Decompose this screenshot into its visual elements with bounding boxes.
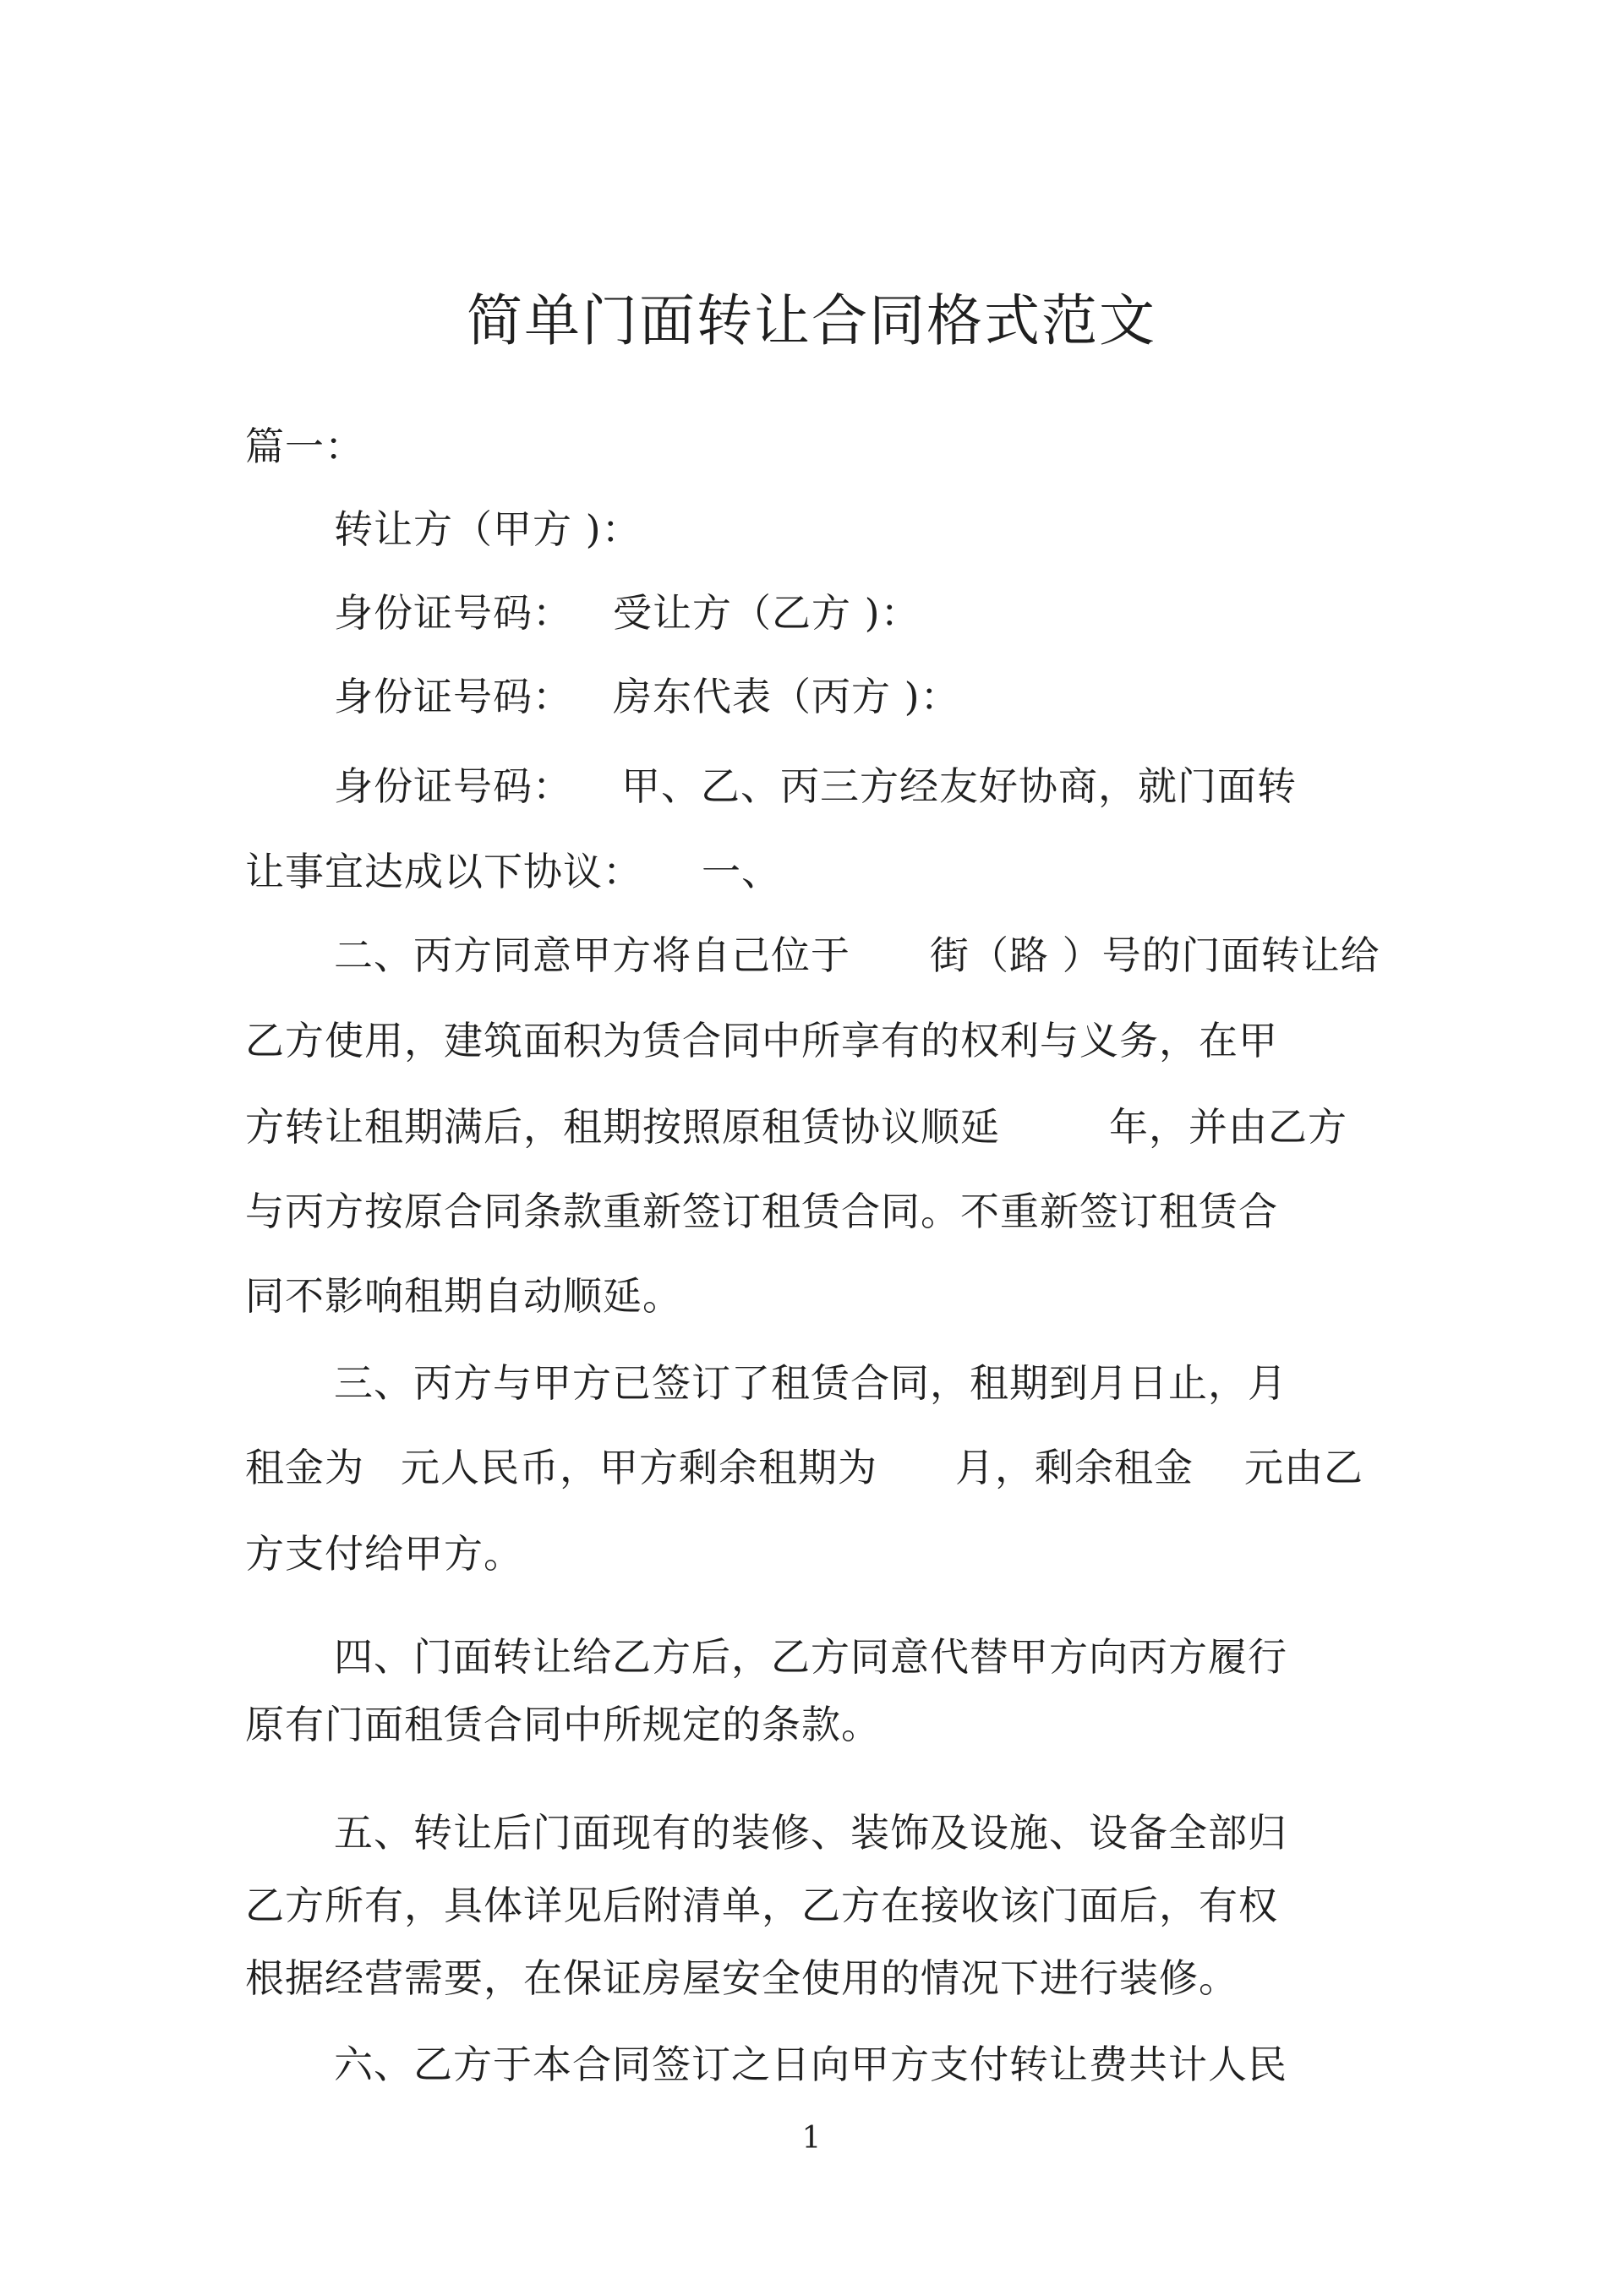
clause-line: 同不影响租期自动顺延。 (245, 1273, 682, 1319)
clause-line: 月，剩余租金 (955, 1445, 1194, 1490)
id-number-label: 身份证号码： (334, 763, 572, 809)
clause-line: 乙方所有，具体详见后附清单，乙方在接收该门面后，有权 (245, 1883, 1278, 1928)
intro-line: 甲、乙、丙三方经友好协商，就门面转 (621, 763, 1297, 809)
clause-line: 五、转让后门面现有的装修、装饰及设施、设备全部归 (334, 1810, 1287, 1856)
transferor-line: 转让方（甲方 )： (334, 506, 642, 552)
clause-line: 二、丙方同意甲方将自己位于 (334, 932, 850, 978)
clause-line: 年，并由乙方 (1109, 1104, 1347, 1150)
clause-line: 原有门面租赁合同中所规定的条款。 (245, 1702, 881, 1747)
clause-line: 根据经营需要，在保证房屋安全使用的情况下进行装修。 (245, 1955, 1238, 2001)
page-number: 1 (801, 2121, 822, 2156)
clause-line: 街（路 ）号的门面转让给 (930, 932, 1380, 978)
section-label: 篇一： (245, 424, 364, 469)
clause-line: 四、门面转让给乙方后，乙方同意代替甲方向丙方履行 (334, 1634, 1287, 1680)
landlord-line: 房东代表（丙方 )： (613, 674, 960, 719)
clause-line: 六、乙方于本合同签订之日向甲方支付转让费共计人民 (334, 2042, 1287, 2087)
document-title: 简单门面转让合同格式范文 (467, 288, 1156, 353)
clause-line: 与丙方按原合同条款重新签订租赁合同。不重新签订租赁合 (245, 1189, 1278, 1234)
clause-line: 方支付给甲方。 (245, 1531, 523, 1577)
clause-line: 乙方使用，建筑面积为赁合同中所享有的权利与义务，在甲 (245, 1018, 1278, 1063)
clause-line: 方转让租期满后，租期按照原租赁协议顺延 (245, 1104, 1000, 1150)
item-number: 一、 (702, 849, 781, 894)
id-number-label: 身份证号码： (334, 674, 572, 719)
id-number-label: 身份证号码： (334, 590, 572, 636)
clause-line: 元人民币，甲方剩余租期为 (401, 1445, 877, 1490)
transferee-line: 受让方（乙方 )： (613, 590, 921, 636)
clause-line: 租金为 (245, 1445, 364, 1490)
clause-line: 元由乙 (1244, 1445, 1363, 1490)
intro-line: 让事宜达成以下协议： (245, 849, 642, 894)
clause-line: 三、丙方与甲方已签订了租赁合同，租期到月日止，月 (334, 1360, 1287, 1406)
